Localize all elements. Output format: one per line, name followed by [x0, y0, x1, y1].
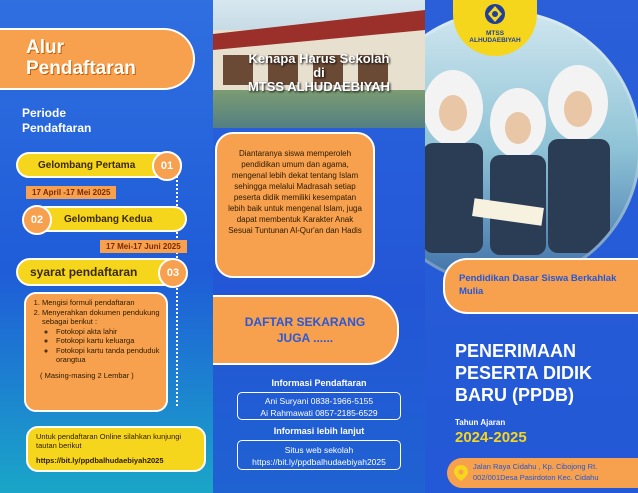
- gelombang-pertama-label: Gelombang Pertama: [38, 159, 136, 171]
- website-link[interactable]: https://bit.ly/ppdbalhudaebiyah2025: [252, 457, 386, 467]
- description-box: [215, 132, 375, 278]
- info-lanjut-title: Informasi lebih lanjut: [273, 426, 365, 436]
- website-box[interactable]: [237, 440, 401, 470]
- students-photo: [425, 10, 638, 286]
- syarat-ordered-list: [30, 298, 162, 365]
- online-text: Untuk pendaftaran Online silahkan kunjungi tautan berikut: [36, 432, 182, 450]
- logo-line1: MTSS: [485, 30, 505, 37]
- syarat-label: syarat pendaftaran: [30, 265, 138, 279]
- contact-2: Ai Rahmawati 0857-2185-6529: [260, 408, 378, 418]
- syarat-item-2: [42, 308, 162, 365]
- gelombang-kedua-pill: [32, 206, 187, 232]
- step-03-badge: [158, 258, 188, 288]
- logo-line2: ALHUDAEBIYAH: [469, 37, 521, 44]
- address-bar: [447, 458, 638, 488]
- why-line2: di: [313, 65, 325, 80]
- step-03-number: 03: [166, 267, 180, 279]
- periode-line1: Periode: [22, 106, 67, 120]
- syarat-item-1: 1. Mengisi formuli pendaftaran: [42, 298, 162, 308]
- title-line1: Alur: [26, 37, 64, 58]
- why-line1: Kenapa Harus Sekolah: [248, 51, 390, 66]
- tagline-banner: [443, 258, 638, 314]
- cta-text: DAFTAR SEKARANG JUGA ......: [244, 315, 366, 345]
- syarat-sub-3: ◦ Fotokopi kartu tanda penduduk orangtua: [56, 346, 162, 365]
- gelombang-kedua-label: Gelombang Kedua: [64, 213, 153, 225]
- info-pendaftaran-title: Informasi Pendaftaran: [271, 378, 367, 388]
- description-text: Diantaranya siswa memperoleh pendidikan umum dan agama, mengenal lebih dekat tentang Islam sehingga melalui Madrasah setiap peserta didik memiliki kesempatan lebih baik untuk mengenal Islam, juga dapat membentuk Karakter Anak Sesuai Tuntunan Al-Qur'an dan Hadis: [228, 149, 362, 235]
- website-label: Situs web sekolah: [284, 445, 354, 455]
- school-emblem-icon: [484, 3, 506, 25]
- panel-registration-flow: [0, 0, 213, 493]
- gelombang-pertama-dates: 17 April -17 Mei 2025: [26, 186, 116, 199]
- academic-year: 2024-2025: [455, 429, 527, 446]
- year-label: Tahun Ajaran: [455, 418, 506, 427]
- panel-ppdb: [425, 0, 638, 493]
- periode-line2: Pendaftaran: [22, 121, 92, 135]
- title-banner: [0, 28, 195, 90]
- syarat-item-2-text: Menyerahkan dokumen pendukung sebagai berikut :: [42, 307, 160, 326]
- panel-why-school: [213, 0, 425, 493]
- syarat-sub-1: ◦ Fotokopi akta lahir: [56, 327, 162, 337]
- syarat-list-box: [24, 292, 168, 412]
- tagline-text: Pendidikan Dasar Siswa Berkahlak Mulia: [459, 273, 617, 297]
- syarat-note: ( Masing-masing 2 Lembar ): [40, 370, 134, 380]
- gelombang-kedua-dates: 17 Mei-17 Juni 2025: [100, 240, 187, 253]
- why-line3: MTSS ALHUDAEBIYAH: [247, 79, 391, 94]
- location-pin-icon: [454, 465, 468, 481]
- step-02-number: 02: [30, 214, 44, 226]
- why-heading: [213, 52, 425, 94]
- title-line2: Pendaftaran: [26, 58, 136, 79]
- main-title: PENERIMAAN PESERTA DIDIK BARU (PPDB): [455, 341, 593, 405]
- cta-button[interactable]: [213, 295, 399, 365]
- periode-heading: [22, 106, 91, 136]
- contact-1: Ani Suryani 0838-1966-5155: [264, 396, 374, 406]
- online-registration-box: [26, 426, 206, 472]
- step-01-badge: [152, 151, 182, 181]
- step-02-badge: [22, 205, 52, 235]
- step-01-number: 01: [160, 160, 174, 172]
- online-link[interactable]: https://bit.ly/ppdbalhudaebiyah2025: [36, 456, 164, 465]
- address-text: Jalan Raya Cidahu , Kp. Cibojong Rt. 002/001Desa Pasirdoton Kec. Cidahu: [473, 462, 599, 482]
- syarat-sub-2: ◦ Fotokopi kartu keluarga: [56, 336, 162, 346]
- contact-box: [237, 392, 401, 420]
- students-illustration: [425, 13, 638, 283]
